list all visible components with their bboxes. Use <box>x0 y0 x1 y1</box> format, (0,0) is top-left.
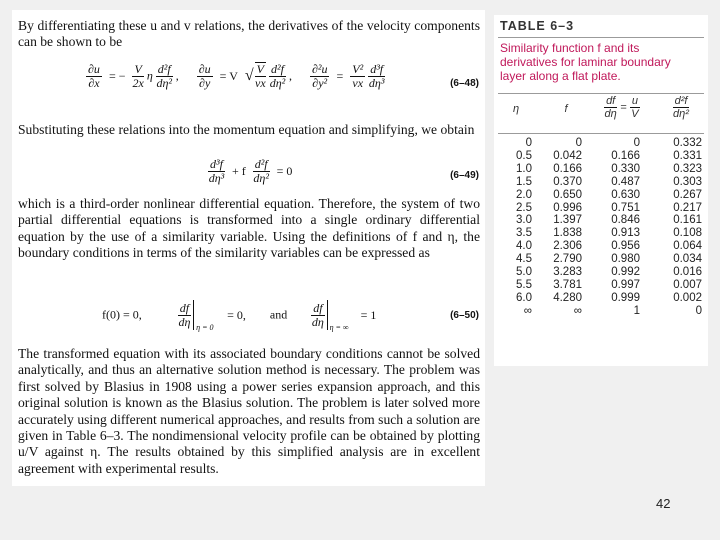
table-cell-df: 0.913 <box>611 227 640 240</box>
table-cell-f: 1.838 <box>553 227 582 240</box>
paragraph-substituting: Substituting these relations into the momentum equation and simplifying, we obtain <box>18 122 475 137</box>
table-cell-f: 0 <box>575 137 582 149</box>
table-cell-df: 0.630 <box>611 188 640 201</box>
table-cell-d2f: 0.331 <box>673 149 702 162</box>
table-cell-df: 0.166 <box>611 149 640 162</box>
table-cell-d2f: 0.064 <box>673 240 702 253</box>
table-cell-f: 3.283 <box>553 266 582 279</box>
header-eta: η <box>512 103 520 115</box>
column-f <box>542 137 582 318</box>
table-cell-df: 0 <box>633 137 640 149</box>
header-df-deta: $\frac{df}{d\eta}$ = $\frac{u}{V}$ <box>604 95 639 120</box>
table-cell-d2f: 0.217 <box>673 201 702 214</box>
table-cell-d2f: 0.002 <box>673 291 702 304</box>
table-caption: Similarity function f and its derivatives for laminar boundary layer along a flat plate. <box>500 41 671 83</box>
table-cell-df: 0.330 <box>611 162 640 175</box>
table-cell-df: 0.956 <box>611 240 640 253</box>
table-cell-f: 4.280 <box>553 291 582 304</box>
table-cell-f: 2.790 <box>553 253 582 266</box>
table-cell-f: 0.996 <box>553 201 582 214</box>
table-cell-d2f: 0.323 <box>673 162 702 175</box>
table-cell-eta: 1.0 <box>516 162 532 175</box>
page-number: 42 <box>656 496 671 511</box>
table-cell-d2f: 0.034 <box>673 253 702 266</box>
table-cell-d2f: 0 <box>695 304 702 317</box>
table-cell-eta: 2.5 <box>516 201 532 214</box>
column-d2f <box>664 137 702 318</box>
equation-number-6-49: (6–49) <box>450 170 479 181</box>
table-cell-df: 0.846 <box>611 214 640 227</box>
table-cell-f: 0.042 <box>553 149 582 162</box>
table-header-rule-top <box>498 93 704 94</box>
table-cell-eta: 6.0 <box>516 291 532 304</box>
table-header-rule-bottom <box>498 133 704 134</box>
header-d2f: $\frac{\text{d²f}}{\text{dη²}}$ <box>673 95 689 120</box>
table-cell-f: 0.650 <box>553 188 582 201</box>
table-cell-f: 0.166 <box>553 162 582 175</box>
table-6-3 <box>494 15 708 366</box>
table-cell-d2f: 0.267 <box>673 188 702 201</box>
table-cell-d2f: 0.332 <box>673 137 702 149</box>
table-cell-eta: 4.0 <box>516 240 532 253</box>
table-cell-d2f: 0.161 <box>673 214 702 227</box>
table-cell-eta: 5.5 <box>516 278 532 291</box>
equation-6-50: f(0) = 0, $\frac{df}{d\eta}$ η = 0 = 0, and $\frac{df}{d\eta}$ η = ∞ = 1 <box>102 300 377 332</box>
textbook-page <box>12 10 485 486</box>
table-cell-df: 0.992 <box>611 266 640 279</box>
table-cell-eta: 3.0 <box>516 214 532 227</box>
table-cell-eta: 5.0 <box>516 266 532 279</box>
table-cell-df: 1 <box>633 304 640 317</box>
paragraph-derivatives-intro: By differentiating these u and v relations, the derivatives of the velocity components can be shown to be <box>18 18 480 50</box>
equation-number-6-48: (6–48) <box>450 78 479 89</box>
table-cell-df: 0.751 <box>611 201 640 214</box>
table-cell-f: 0.370 <box>553 175 582 188</box>
table-title-rule <box>498 37 704 38</box>
table-cell-eta: 3.5 <box>516 227 532 240</box>
table-cell-d2f: 0.016 <box>673 266 702 279</box>
table-cell-df: 0.487 <box>611 175 640 188</box>
paragraph-nonlinear-equation: which is a third-order nonlinear differential equation. Therefore, the system of two partial differential equations is transformed into a single ordinary differential equation by the use of a similarity variable. Using the definitions of f and η, the boundary conditions in terms of the similarity variables can be expressed as <box>18 196 480 261</box>
equation-number-6-50: (6–50) <box>450 310 479 321</box>
column-df-deta <box>602 137 640 318</box>
table-cell-f: 1.397 <box>553 214 582 227</box>
column-eta <box>506 137 532 318</box>
paragraph-blasius-solution: The transformed equation with its associated boundary conditions cannot be solved analytically, and thus an alternative solution method is necessary. The problem was first solved by Blasius in 1908 using a power series expansion approach, and this original solution is known as the Blasius solution. The problem is later solved more accurately using different numerical approaches, and results from such a solution are given in Table 6–3. The nondimensional velocity profile can be obtained by plotting u/V against η. The results obtained by this simplified analysis are in excellent agreement with experimental results. <box>18 346 480 476</box>
table-cell-f: 3.781 <box>553 278 582 291</box>
table-cell-eta: 0.5 <box>516 149 532 162</box>
table-cell-d2f: 0.007 <box>673 278 702 291</box>
table-cell-df: 0.997 <box>611 278 640 291</box>
table-cell-eta: 0 <box>525 137 532 149</box>
table-cell-d2f: 0.303 <box>673 175 702 188</box>
table-title: TABLE 6–3 <box>500 19 575 33</box>
header-f: f <box>564 103 568 115</box>
table-cell-f: ∞ <box>573 304 582 317</box>
table-cell-eta: 1.5 <box>516 175 532 188</box>
table-cell-d2f: 0.108 <box>673 227 702 240</box>
table-cell-eta: ∞ <box>523 304 532 317</box>
table-cell-eta: 2.0 <box>516 188 532 201</box>
table-cell-df: 0.980 <box>611 253 640 266</box>
table-cell-f: 2.306 <box>553 240 582 253</box>
table-cell-eta: 4.5 <box>516 253 532 266</box>
table-cell-df: 0.999 <box>611 291 640 304</box>
equation-6-49: $\frac{\text{d³f}}{\text{dη³}}$ + f $\frac{\text{d²f}}{\text{dη²}}$ = 0 <box>208 157 293 185</box>
equation-6-48: $\frac{\partial u}{\partial x}$ = − $\frac{V}{2x}$ η $\frac{\text{d²f}}{\text{dη²}}$ , $\frac{\partial u}{\partial y}$ = V √ $\frac{V}{\nu x}$ $\frac{\text{d²f}}{\text{dη²}}$ , $\frac{\text{∂²u}}{\text{∂y²}}$ = $\frac{\text{V²}}{\nu x}$ $\frac{\text{d³f}}{\text{dη³}}$ <box>88 61 385 90</box>
